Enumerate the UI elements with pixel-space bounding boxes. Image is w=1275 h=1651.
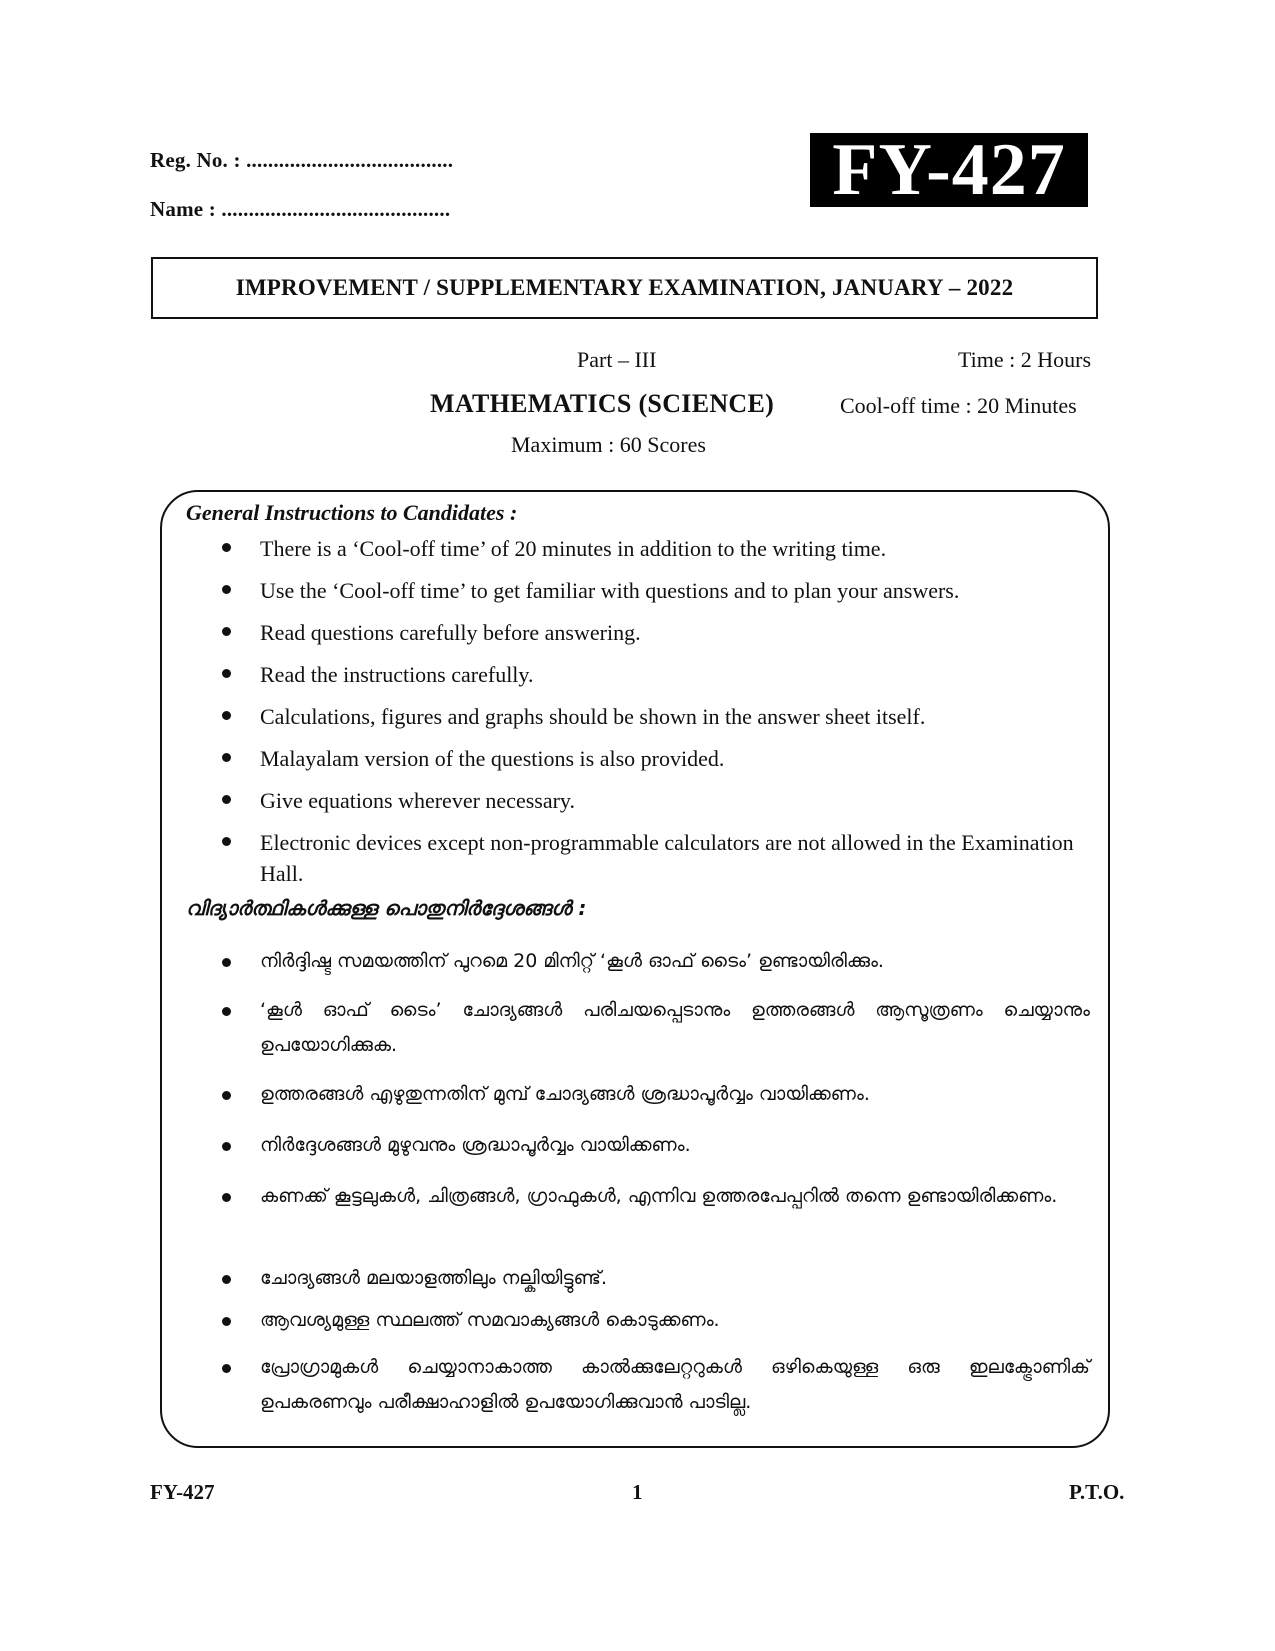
part-label: Part – III	[577, 347, 657, 372]
footer-paper-code: FY-427	[150, 1480, 215, 1504]
bullet-icon	[222, 627, 231, 636]
reg-no-field: Reg. No. : ......................................	[150, 148, 454, 172]
instructions-heading: General Instructions to Candidates :	[186, 500, 518, 525]
instruction-text: Electronic devices except non-programmable calculators are not allowed in the Examination Hall.	[260, 830, 1074, 886]
bullet-icon	[222, 1275, 231, 1284]
instruction-text: Read the instructions carefully.	[260, 662, 534, 687]
ml-instructions-heading: വിദ്യാർത്ഥികൾക്കുള്ള പൊതുനിർദ്ദേശങ്ങൾ :	[186, 896, 587, 920]
ml-instruction-text: കണക്ക് കൂട്ടലുകൾ, ചിത്രങ്ങൾ, ഗ്രാഫുകൾ, എന്നിവ ഉത്തരപേപ്പറിൽ തന്നെ ഉണ്ടായിരിക്കണം.	[260, 1185, 1058, 1207]
ml-instruction-text: ‘കൂൾ ഓഫ് ടൈം’ ചോദ്യങ്ങൾ പരിചയപ്പെടാനും ഉത്തരങ്ങൾ ആസൂത്രണം ചെയ്യാനും ഉപയോഗിക്കുക.	[260, 999, 1090, 1056]
footer-pto: P.T.O.	[1069, 1480, 1125, 1504]
subject-title: MATHEMATICS (SCIENCE)	[430, 389, 775, 418]
ml-instruction-text: ചോദ്യങ്ങൾ മലയാളത്തിലും നല്കിയിട്ടുണ്ട്.	[260, 1267, 607, 1289]
instruction-text: There is a ‘Cool-off time’ of 20 minutes in addition to the writing time.	[260, 536, 887, 561]
page-number: 1	[632, 1480, 643, 1504]
instruction-text: Read questions carefully before answering.	[260, 620, 641, 645]
ml-instruction-text: ആവശ്യമുള്ള സ്ഥലത്ത് സമവാക്യങ്ങൾ കൊടുക്കണം.	[260, 1309, 720, 1331]
exam-title	[151, 257, 1098, 319]
bullet-icon	[222, 669, 231, 678]
bullet-icon	[222, 795, 231, 804]
ml-instruction-text: പ്രോഗ്രാമുകൾ ചെയ്യാനാകാത്ത കാൽക്കുലേറ്ററുകൾ ഒഴികെയുള്ള ഒരു ഇലക്ട്രോണിക് ഉപകരണവും പരീക്ഷാഹാളിൽ ഉപയോഗിക്കുവാൻ പാടില്ല.	[260, 1356, 1090, 1413]
instruction-text: Use the ‘Cool-off time’ to get familiar with questions and to plan your answers.	[260, 578, 960, 603]
bullet-icon	[222, 753, 231, 762]
time-label: Time : 2 Hours	[958, 347, 1092, 372]
ml-instruction-text: നിർദ്ദേശങ്ങൾ മുഴുവനും ശ്രദ്ധാപൂർവ്വം വായിക്കണം.	[260, 1134, 691, 1156]
bullet-icon	[222, 585, 231, 594]
bullet-icon	[222, 837, 231, 846]
name-field: Name : ..........................................	[150, 197, 451, 221]
ml-instruction-text: നിർദ്ദിഷ്ട സമയത്തിന് പുറമെ 20 മിനിറ്റ് ‘കൂൾ ഓഫ് ടൈം’ ഉണ്ടായിരിക്കും.	[260, 950, 884, 972]
bullet-icon	[222, 1091, 231, 1100]
ml-instruction-text: ഉത്തരങ്ങൾ എഴുതുന്നതിന് മുമ്പ് ചോദ്യങ്ങൾ ശ്രദ്ധാപൂർവ്വം വായിക്കണം.	[260, 1083, 870, 1105]
instruction-text: Calculations, figures and graphs should be shown in the answer sheet itself.	[260, 704, 926, 729]
bullet-icon	[222, 711, 231, 720]
instruction-text: Give equations wherever necessary.	[260, 788, 575, 813]
bullet-icon	[222, 1364, 231, 1373]
cool-off-label: Cool-off time : 20 Minutes	[840, 393, 1077, 418]
exam-title-text: IMPROVEMENT / SUPPLEMENTARY EXAMINATION, JANUARY – 2022	[235, 275, 1014, 300]
bullet-icon	[222, 543, 231, 552]
bullet-icon	[222, 1007, 231, 1016]
bullet-icon	[222, 1317, 231, 1326]
instruction-text: Malayalam version of the questions is also provided.	[260, 746, 725, 771]
maximum-score-label: Maximum : 60 Scores	[511, 432, 706, 457]
bullet-icon	[222, 1193, 231, 1202]
bullet-icon	[222, 1142, 231, 1151]
bullet-icon	[222, 958, 231, 967]
paper-code-badge: FY-427	[810, 133, 1088, 207]
